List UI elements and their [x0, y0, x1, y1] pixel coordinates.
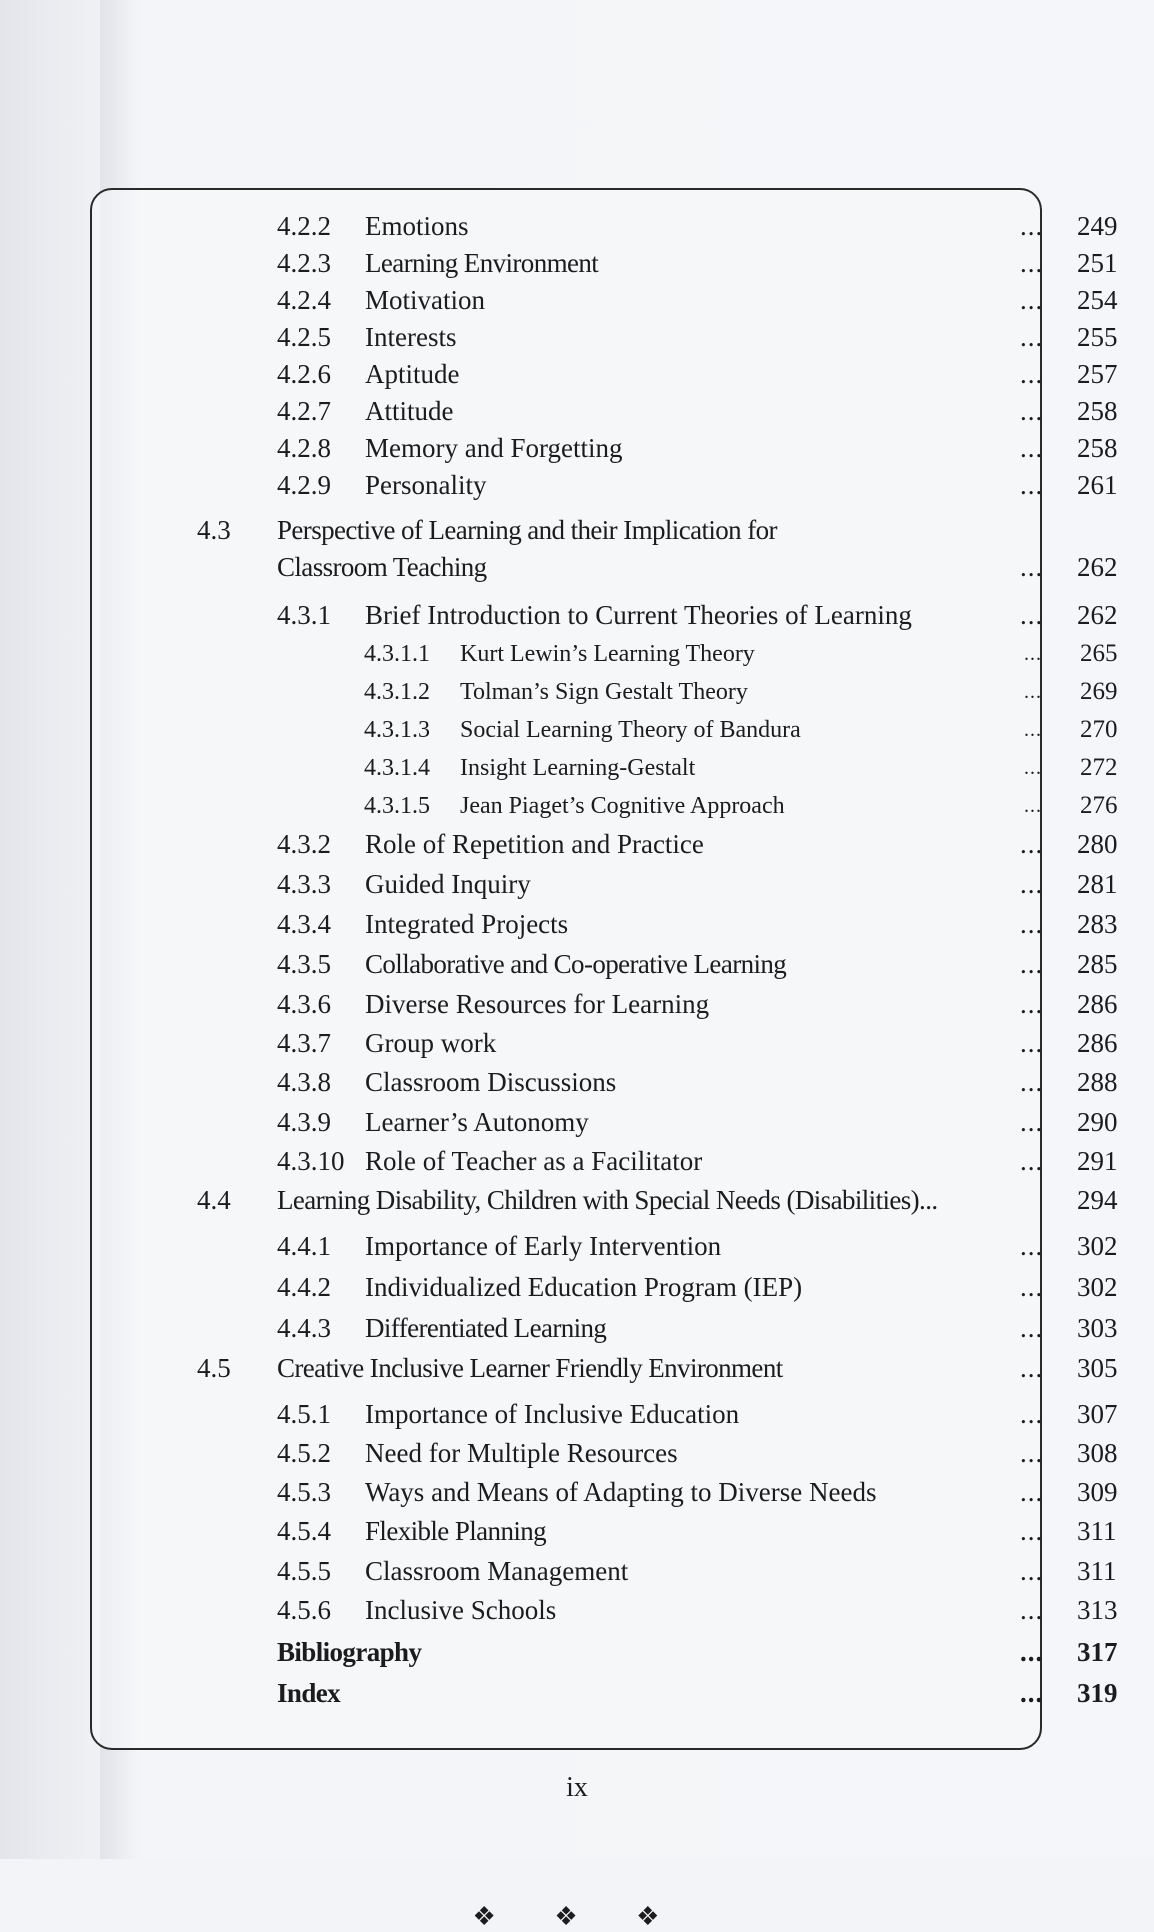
section-number: 4.2.9 [277, 470, 331, 500]
leader-dots: ... [1020, 285, 1044, 315]
section-number: 4.4.2 [277, 1272, 331, 1302]
leader-dots: ... [1020, 1516, 1044, 1546]
section-title: Social Learning Theory of Bandura [460, 717, 801, 743]
page-ref: 251 [1077, 248, 1118, 278]
section-number: 4.3.5 [277, 949, 331, 979]
leader-dots: ... [1020, 396, 1044, 426]
page-ref: 280 [1077, 829, 1118, 859]
leader-dots: ... [1020, 1313, 1044, 1343]
page-ref: 257 [1077, 359, 1118, 389]
section-title: Differentiated Learning [365, 1313, 607, 1343]
leader-dots: ... [1020, 1067, 1044, 1097]
section-title: Kurt Lewin’s Learning Theory [460, 641, 755, 667]
page-ref: 283 [1077, 909, 1118, 939]
page-ref: 270 [1080, 716, 1118, 743]
section-number: 4.5.4 [277, 1516, 331, 1546]
section-number: 4.3.7 [277, 1028, 331, 1058]
leader-dots: ... [1020, 359, 1044, 389]
page-ref: 302 [1077, 1231, 1118, 1261]
leader-dots: ... [1020, 433, 1044, 463]
leader-dots: ... [1020, 470, 1044, 500]
section-title: Importance of Early Intervention [365, 1231, 722, 1261]
section-title: Learning Environment [365, 248, 599, 278]
leader-dots: ... [1020, 1637, 1044, 1667]
page-ref: 311 [1077, 1556, 1117, 1586]
section-title: Learner’s Autonomy [365, 1107, 589, 1137]
page-ref: 262 [1077, 600, 1118, 630]
section-title: Role of Teacher as a Facilitator [365, 1146, 703, 1176]
section-title: Inclusive Schools [365, 1595, 557, 1625]
page-ref: 262 [1077, 552, 1118, 582]
section-number: 4.3.1.5 [364, 793, 430, 819]
leader-dots: ... [1020, 1438, 1044, 1468]
section-number: 4.2.5 [277, 322, 331, 352]
section-title: Jean Piaget’s Cognitive Approach [460, 793, 785, 819]
leader-dots: ... [1024, 719, 1042, 741]
page-ref: 249 [1077, 211, 1118, 241]
page-ref: 307 [1077, 1399, 1118, 1429]
section-number: 4.2.2 [277, 211, 331, 241]
leader-dots: ... [1020, 1595, 1044, 1625]
section-title-continued: Classroom Teaching [277, 552, 487, 582]
leader-dots: ... [1020, 1107, 1044, 1137]
section-title: Individualized Education Program (IEP) [365, 1272, 803, 1302]
section-title: Learning Disability, Children with Special Needs (Disabilities)... [277, 1185, 938, 1215]
section-title: Classroom Discussions [365, 1067, 617, 1097]
section-number: 4.2.4 [277, 285, 331, 315]
section-number: 4.4.1 [277, 1231, 331, 1261]
leader-dots: ... [1020, 248, 1044, 278]
section-number: 4.3.10 [277, 1146, 345, 1176]
page-ref: 290 [1077, 1107, 1118, 1137]
page-ref: 286 [1077, 989, 1118, 1019]
leader-dots: ... [1020, 552, 1044, 582]
section-title: Importance of Inclusive Education [365, 1399, 740, 1429]
section-title: Interests [365, 322, 457, 352]
section-number: 4.3.1.4 [364, 755, 430, 781]
leader-dots: ... [1020, 1399, 1044, 1429]
section-title: Role of Repetition and Practice [365, 829, 704, 859]
section-number: 4.5.6 [277, 1595, 331, 1625]
section-number: 4.3.6 [277, 989, 331, 1019]
leader-dots: ... [1020, 909, 1044, 939]
page-ref: 309 [1077, 1477, 1118, 1507]
page-ref: 269 [1080, 678, 1118, 705]
leader-dots: ... [1020, 949, 1044, 979]
section-number: 4.2.6 [277, 359, 331, 389]
page-ref: 272 [1080, 754, 1118, 781]
leader-dots: ... [1020, 1146, 1044, 1176]
leader-dots: ... [1020, 1477, 1044, 1507]
leader-dots: ... [1020, 600, 1044, 630]
page-ref: 258 [1077, 433, 1118, 463]
page-ref: 302 [1077, 1272, 1118, 1302]
section-number: 4.2.8 [277, 433, 331, 463]
section-title: Group work [365, 1028, 497, 1058]
page-ref: 258 [1077, 396, 1118, 426]
end-ornament: ❖ ❖ ❖ [472, 1902, 686, 1931]
section-title: Attitude [365, 396, 454, 426]
section-number: 4.5.2 [277, 1438, 331, 1468]
page-ref: 308 [1077, 1438, 1118, 1468]
page-ref: 265 [1080, 640, 1118, 667]
page-ref: 303 [1077, 1313, 1118, 1343]
page-ref: 294 [1077, 1185, 1118, 1215]
page-ref: 313 [1077, 1595, 1118, 1625]
page-ref: 281 [1077, 869, 1118, 899]
section-title: Diverse Resources for Learning [365, 989, 710, 1019]
section-number: 4.4.3 [277, 1313, 331, 1343]
page-ref: 317 [1077, 1637, 1118, 1667]
section-title: Collaborative and Co-operative Learning [365, 949, 787, 979]
section-number: 4.3.8 [277, 1067, 331, 1097]
section-title: Perspective of Learning and their Implication for [277, 515, 777, 545]
leader-dots: ... [1020, 989, 1044, 1019]
section-number: 4.5.5 [277, 1556, 331, 1586]
section-number: 4.3.1 [277, 600, 331, 630]
section-number: 4.3.1.1 [364, 641, 430, 667]
page-ref: 285 [1077, 949, 1118, 979]
section-title: Tolman’s Sign Gestalt Theory [460, 679, 748, 705]
leader-dots: ... [1020, 1556, 1044, 1586]
section-number: 4.3.9 [277, 1107, 331, 1137]
leader-dots: ... [1020, 1028, 1044, 1058]
section-title: Flexible Planning [365, 1516, 547, 1546]
section-title: Index [277, 1678, 341, 1708]
leader-dots: ... [1020, 1678, 1044, 1708]
section-title: Need for Multiple Resources [365, 1438, 678, 1468]
section-number: 4.5.3 [277, 1477, 331, 1507]
leader-dots: ... [1020, 869, 1044, 899]
section-number: 4.3.4 [277, 909, 331, 939]
section-title: Personality [365, 470, 487, 500]
page-ref: 311 [1077, 1516, 1117, 1546]
section-number: 4.3.3 [277, 869, 331, 899]
leader-dots: ... [1020, 211, 1044, 241]
leader-dots: ... [1024, 681, 1042, 703]
page-ref: 261 [1077, 470, 1118, 500]
section-number: 4.4 [197, 1185, 231, 1215]
page-ref: 255 [1077, 322, 1118, 352]
section-title: Memory and Forgetting [365, 433, 623, 463]
section-number: 4.2.7 [277, 396, 331, 426]
section-title: Classroom Management [365, 1556, 629, 1586]
leader-dots: ... [1024, 795, 1042, 817]
section-number: 4.3.2 [277, 829, 331, 859]
section-number: 4.3.1.3 [364, 717, 430, 743]
page-ref: 276 [1080, 792, 1118, 819]
leader-dots: ... [1020, 829, 1044, 859]
section-title: Creative Inclusive Learner Friendly Environment [277, 1353, 783, 1383]
section-title: Bibliography [277, 1637, 422, 1667]
page-ref: 286 [1077, 1028, 1118, 1058]
section-title: Guided Inquiry [365, 869, 531, 899]
section-title: Insight Learning-Gestalt [460, 755, 696, 781]
page-number: ix [566, 1772, 588, 1803]
page-ref: 319 [1077, 1678, 1118, 1708]
section-number: 4.5 [197, 1353, 231, 1383]
section-title: Ways and Means of Adapting to Diverse Needs [365, 1477, 877, 1507]
section-number: 4.5.1 [277, 1399, 331, 1429]
section-title: Aptitude [365, 359, 460, 389]
section-title: Motivation [365, 285, 485, 315]
section-number: 4.3 [197, 515, 231, 545]
section-title: Brief Introduction to Current Theories of Learning [365, 600, 912, 630]
leader-dots: ... [1020, 1353, 1044, 1383]
leader-dots: ... [1020, 1272, 1044, 1302]
leader-dots: ... [1020, 1231, 1044, 1261]
page-ref: 291 [1077, 1146, 1118, 1176]
leader-dots: ... [1020, 322, 1044, 352]
page-ref: 288 [1077, 1067, 1118, 1097]
page-ref: 305 [1077, 1353, 1118, 1383]
section-title: Emotions [365, 211, 469, 241]
leader-dots: ... [1024, 757, 1042, 779]
section-title: Integrated Projects [365, 909, 569, 939]
section-number: 4.3.1.2 [364, 679, 430, 705]
leader-dots: ... [1024, 643, 1042, 665]
page-ref: 254 [1077, 285, 1118, 315]
section-number: 4.2.3 [277, 248, 331, 278]
